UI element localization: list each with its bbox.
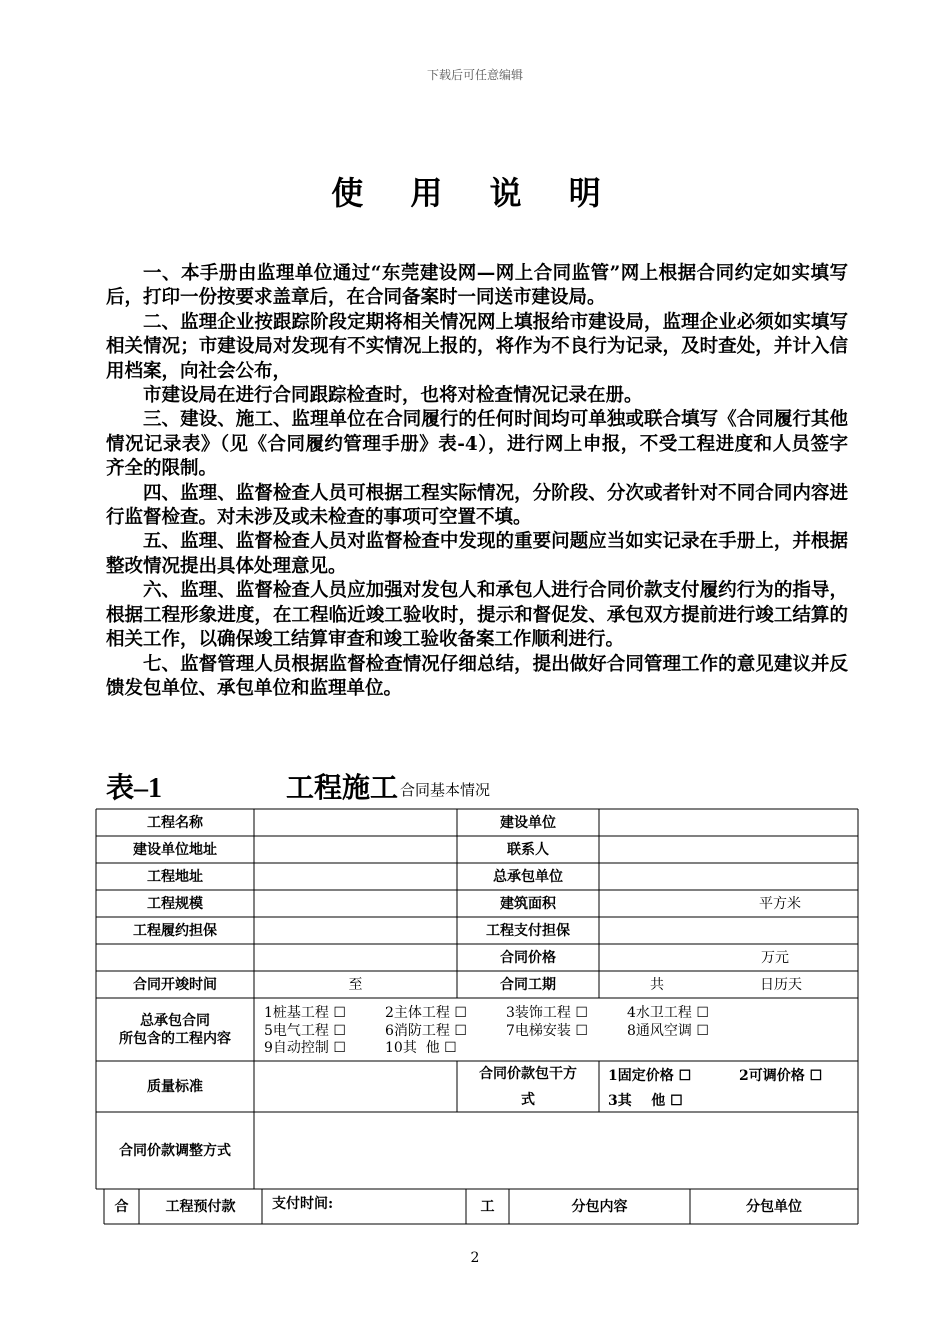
label-contract-scope: [96, 998, 254, 1061]
scope-options-row-1: [264, 1005, 854, 1023]
field-general-contractor[interactable]: [599, 863, 858, 890]
field-price-adjust-method[interactable]: [254, 1112, 858, 1189]
unit-square-meter: 平方米: [759, 895, 801, 912]
table-number: 表–1: [106, 773, 163, 804]
label-project-scale: 工程规模: [147, 895, 203, 912]
scope-option-plumbing[interactable]: 4水卫工程 ☐: [627, 1005, 709, 1021]
label-contract-scope-line1: 总承包合同: [140, 1012, 210, 1029]
scope-option-hvac[interactable]: 8通风空调 ☐: [627, 1022, 709, 1039]
paragraph-1: 一、本手册由监理单位通过“东莞建设网—网上合同监管”网上根据合同约定如实填写后，打印一份按要求盖章后，在合同备案时一同送市建设局。: [106, 263, 848, 309]
label-he: 合: [114, 1198, 129, 1215]
paragraph-7: 六、监理、监督检查人员应加强对发包人和承包人进行合同价款支付履约行为的指导，根据工程形象进度，在工程临近竣工验收时，提示和督促发、承包双方提前进行竣工结算的相关工作，以确保竣工结算审查和竣工验收备案工作顺利进行。: [106, 580, 848, 651]
field-builder[interactable]: [599, 809, 858, 836]
label-quality-standard: 质量标准: [147, 1078, 203, 1095]
unit-ten-thousand-yuan: 万元: [761, 949, 789, 966]
scope-options-row-3: [264, 1040, 854, 1058]
price-method-options: [608, 1064, 856, 1114]
field-project-address[interactable]: [254, 863, 457, 890]
label-price-method: [457, 1061, 599, 1112]
label-contract-price: 合同价格: [500, 949, 556, 966]
price-option-fixed[interactable]: 1固定价格 ☐: [608, 1068, 692, 1084]
header-note: 下载后可任意编辑: [426, 68, 523, 82]
paragraph-5: 四、监理、监督检查人员可根据工程实际情况，分阶段、分次或者针对不同合同内容进行监督检查。对未涉及或未检查的事项可空置不填。: [106, 482, 848, 529]
field-performance-guarantee[interactable]: [254, 917, 457, 944]
label-builder: 建设单位: [500, 814, 556, 831]
scope-option-electrical[interactable]: 5电气工程 ☐: [264, 1022, 346, 1039]
scope-option-pile[interactable]: 1桩基工程 ☐: [264, 1005, 346, 1021]
label-price-method-line1: 合同价款包干方: [479, 1065, 577, 1082]
scope-option-decoration[interactable]: 3装饰工程 ☐: [506, 1005, 588, 1021]
scope-options-row-2: [264, 1023, 854, 1041]
price-option-other[interactable]: 3其 他 ☐: [608, 1093, 683, 1109]
label-price-method-line2: 式: [521, 1091, 535, 1108]
page-title: 使 用 说 明: [331, 174, 619, 212]
paragraph-3: 市建设局在进行合同跟踪检查时，也将对检查情况记录在册。: [143, 385, 643, 407]
table-title-main: 工程施工: [286, 771, 399, 804]
field-project-name[interactable]: [254, 809, 457, 836]
label-contract-scope-line2: 所包含的工程内容: [119, 1030, 231, 1047]
field-payment-guarantee[interactable]: [599, 917, 858, 944]
paragraph-6: 五、监理、监督检查人员对监督检查中发现的重要问题应当如实记录在手册上，并根据整改情况提出具体处理意见。: [106, 531, 848, 577]
label-gong: 工: [480, 1198, 495, 1215]
text-calendar-days: 日历天: [760, 976, 802, 993]
label-build-area: 建筑面积: [500, 895, 556, 912]
instructions-body: [106, 262, 848, 701]
label-project-address: 工程地址: [147, 868, 203, 885]
label-contract-period: 合同工期: [500, 976, 556, 993]
label-start-end-time: 合同开竣时间: [133, 976, 217, 993]
label-sub-unit: 分包单位: [746, 1198, 802, 1215]
scope-option-elevator[interactable]: 7电梯安装 ☐: [506, 1022, 588, 1039]
page-number: 2: [470, 1250, 480, 1266]
table-heading: [106, 766, 866, 802]
field-contact[interactable]: [599, 836, 858, 863]
scope-option-main[interactable]: 2主体工程 ☐: [385, 1005, 467, 1021]
field-project-scale[interactable]: [254, 890, 457, 917]
label-advance-payment: 工程预付款: [165, 1198, 236, 1215]
scope-options: [264, 1005, 854, 1058]
price-option-adjustable[interactable]: 2可调价格 ☐: [739, 1068, 823, 1084]
label-builder-address: 建设单位地址: [133, 841, 217, 858]
scope-option-other[interactable]: 10其 他 ☐: [385, 1040, 457, 1056]
label-sub-content: 分包内容: [571, 1198, 628, 1215]
paragraph-2: 二、监理企业按跟踪阶段定期将相关情况网上填报给市建设局，监理企业必须如实填写相关情况；市建设局对发现有不实情况上报的，将作为不良行为记录，及时查处，并计入信用档案，向社会公布，: [106, 311, 848, 382]
label-project-name: 工程名称: [147, 814, 203, 831]
label-payment-guarantee: 工程支付担保: [486, 922, 570, 939]
scope-option-fire[interactable]: 6消防工程 ☐: [385, 1022, 467, 1039]
label-general-contractor: 总承包单位: [493, 868, 563, 885]
scope-option-automation[interactable]: 9自动控制 ☐: [264, 1040, 346, 1056]
field-builder-address[interactable]: [254, 836, 457, 863]
paragraph-4: 三、建设、施工、监理单位在合同履行的任何时间均可单独或联合填写《合同履行其他情况记录表》（见《合同履约管理手册》表-4），进行网上申报，不受工程进度和人员签字齐全的限制。: [106, 409, 848, 480]
field-quality-standard[interactable]: [254, 1061, 457, 1112]
label-performance-guarantee: 工程履约担保: [133, 922, 217, 939]
label-payment-time: 支付时间:: [272, 1196, 334, 1212]
label-contact: 联系人: [507, 841, 549, 858]
text-total: 共: [650, 976, 664, 993]
table-title-sub: 合同基本情况: [400, 781, 491, 799]
label-price-adjust-method: 合同价款调整方式: [119, 1142, 231, 1159]
text-to: 至: [348, 976, 363, 993]
price-method-row-1: [608, 1064, 856, 1089]
paragraph-8: 七、监督管理人员根据监督检查情况仔细总结，提出做好合同管理工作的意见建议并反馈发包单位、承包单位和监理单位。: [106, 653, 848, 699]
